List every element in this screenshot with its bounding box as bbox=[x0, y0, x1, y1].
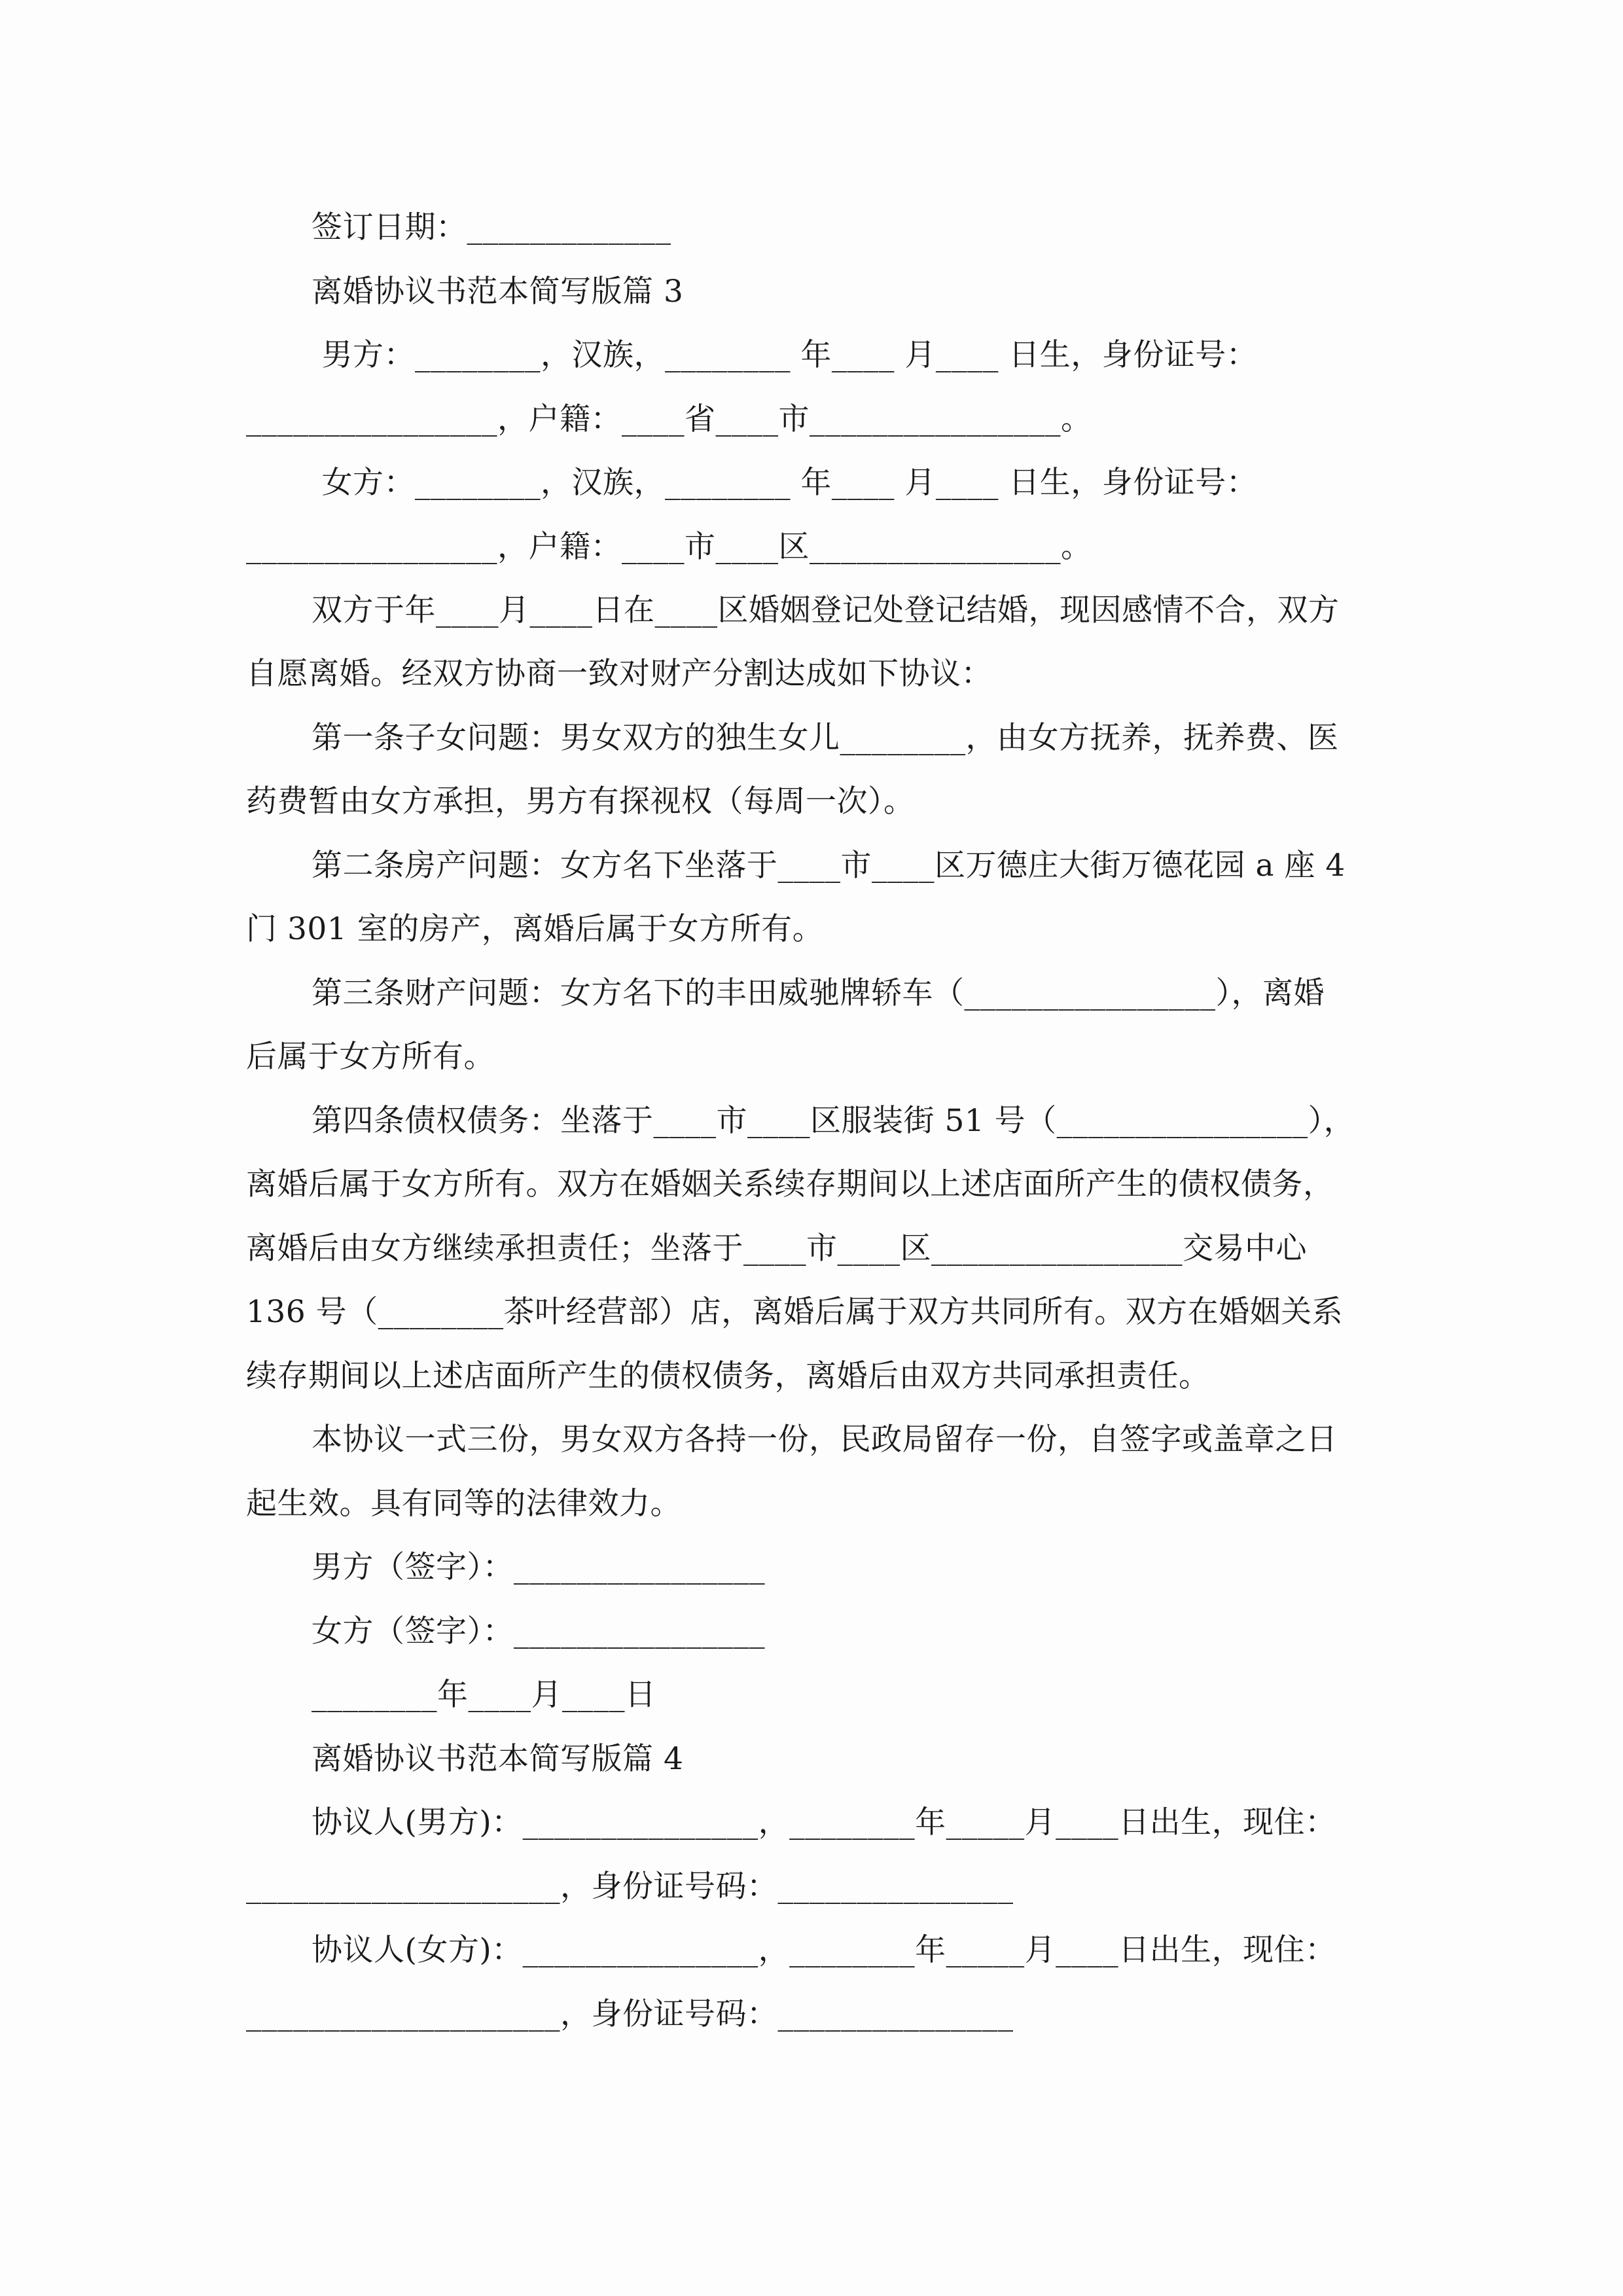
party-wife-line-1: 协议人(女方)：_______________，________年_____月____日出生，现住： bbox=[312, 1932, 1336, 1968]
party-wife-line-2: ____________________，身份证号码：_______________ bbox=[246, 1996, 1014, 2032]
marriage-statement-line-1: 双方于年____月____日在____区婚姻登记处登记结婚，现因感情不合，双方 bbox=[312, 592, 1340, 628]
husband-signature-line: 男方（签字）：________________ bbox=[312, 1549, 765, 1585]
article-4-line-5: 续存期间以上述店面所产生的债权债务，离婚后由双方共同承担责任。 bbox=[246, 1358, 1210, 1394]
article-3-line-1: 第三条财产问题：女方名下的丰田威驰牌轿车（________________），离婚 bbox=[312, 975, 1325, 1011]
date-line: ________年____月____日 bbox=[312, 1677, 656, 1713]
copies-clause-line-2: 起生效。具有同等的法律效力。 bbox=[246, 1486, 681, 1522]
article-1-line-1: 第一条子女问题：男女双方的独生女儿________，由女方抚养，抚养费、医 bbox=[312, 720, 1339, 756]
section-title-4: 离婚协议书范本简写版篇 4 bbox=[312, 1741, 684, 1777]
wife-signature-line: 女方（签字）：________________ bbox=[312, 1613, 765, 1649]
husband-household-line: ________________，户籍：____省____市________________。 bbox=[246, 401, 1092, 437]
article-2-line-2: 门 301 室的房产，离婚后属于女方所有。 bbox=[246, 911, 824, 947]
article-4-line-4: 136 号（________茶叶经营部）店，离婚后属于双方共同所有。双方在婚姻关系 bbox=[246, 1294, 1344, 1330]
article-4-line-1: 第四条债权债务：坐落于____市____区服装街 51 号（________________）， bbox=[312, 1103, 1355, 1139]
party-husband-line-2: ____________________，身份证号码：_______________ bbox=[246, 1869, 1014, 1905]
article-4-line-2: 离婚后属于女方所有。双方在婚姻关系续存期间以上述店面所产生的债权债务， bbox=[246, 1166, 1334, 1202]
signing-date-line: 签订日期：_____________ bbox=[312, 209, 671, 245]
article-2-line-1: 第二条房产问题：女方名下坐落于____市____区万德庄大街万德花园 a 座 4 bbox=[312, 848, 1346, 884]
wife-info-line: 女方：________，汉族，________ 年____ 月____ 日生，身份证号： bbox=[312, 465, 1258, 501]
husband-info-line: 男方：________，汉族，________ 年____ 月____ 日生，身份证号： bbox=[312, 337, 1258, 373]
party-husband-line-1: 协议人(男方)：_______________，________年_____月____日出生，现住： bbox=[312, 1804, 1336, 1840]
article-3-line-2: 后属于女方所有。 bbox=[246, 1039, 495, 1075]
article-4-line-3: 离婚后由女方继续承担责任；坐落于____市____区________________交易中心 bbox=[246, 1230, 1307, 1266]
wife-household-line: ________________，户籍：____市____区________________。 bbox=[246, 529, 1092, 565]
section-title-3: 离婚协议书范本简写版篇 3 bbox=[312, 274, 684, 310]
copies-clause-line-1: 本协议一式三份，男女双方各持一份，民政局留存一份，自签字或盖章之日 bbox=[312, 1422, 1338, 1458]
article-1-line-2: 药费暂由女方承担，男方有探视权（每周一次）。 bbox=[246, 783, 915, 819]
marriage-statement-line-2: 自愿离婚。经双方协商一致对财产分割达成如下协议： bbox=[246, 656, 992, 692]
